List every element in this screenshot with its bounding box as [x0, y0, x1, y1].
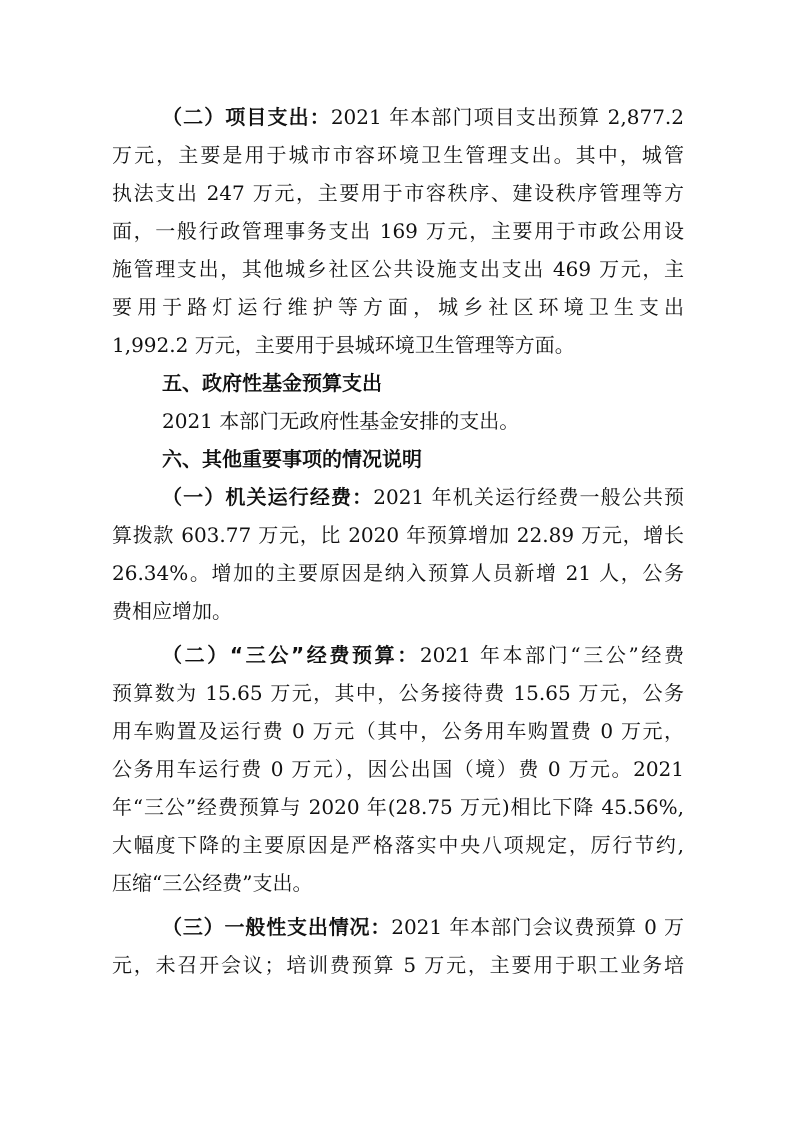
text-line-content: 费相应增加。 — [112, 599, 232, 623]
text-line — [112, 830, 684, 860]
text-line-content: 要用于路灯运行维护等方面，城乡社区环境卫生支出 — [112, 295, 684, 319]
paragraph-three-public — [112, 640, 684, 670]
section-heading-text: 五、政府性基金预算支出 — [162, 371, 382, 395]
heading-three-public: （二）“三公”经费预算： — [162, 643, 420, 667]
text-line — [112, 520, 684, 550]
text-line-content: 预算数为 15.65 万元，其中，公务接待费 15.65 万元，公务 — [112, 681, 684, 705]
heading-project-expenditure: （二）项目支出： — [162, 105, 331, 129]
text-line — [112, 558, 684, 588]
section-heading-text: 六、其他重要事项的情况说明 — [162, 447, 422, 471]
text-line-content: 万元，主要是用于城市市容环境卫生管理支出。其中，城管 — [112, 143, 684, 167]
text-line — [112, 596, 684, 626]
text-line: 2021 年机关运行经费一般公共预 — [373, 485, 684, 509]
text-line: 2021 年本部门会议费预算 0 万 — [391, 915, 684, 939]
text-line-content: 执法支出 247 万元，主要用于市容秩序、建设秩序管理等方 — [112, 181, 684, 205]
text-line-content: 元，未召开会议；培训费预算 5 万元，主要用于职工业务培 — [112, 953, 684, 977]
text-line — [112, 950, 684, 980]
text-line-content: 1,992.2 万元，主要用于县城环境卫生管理等方面。 — [112, 333, 575, 357]
text-line — [112, 716, 684, 746]
text-line-content: 26.34%。增加的主要原因是纳入预算人员新增 21 人，公务 — [112, 561, 684, 585]
paragraph-operating-expenses — [112, 482, 684, 512]
text-line — [112, 140, 684, 170]
text-line — [112, 868, 684, 898]
text-line — [112, 754, 684, 784]
text-line — [112, 792, 684, 822]
text-line — [112, 406, 684, 436]
text-line-content: 公务用车运行费 0 万元），因公出国（境）费 0 万元。2021 — [112, 757, 684, 781]
text-line: 2021 年本部门项目支出预算 2,877.2 — [330, 105, 685, 129]
text-line — [112, 254, 684, 284]
text-line-content: 压缩“三公经费”支出。 — [112, 871, 313, 895]
text-line — [112, 330, 684, 360]
paragraph-general-expenditure — [112, 912, 684, 942]
text-line — [112, 678, 684, 708]
text-line-content: 算拨款 603.77 万元，比 2020 年预算增加 22.89 万元，增长 — [112, 523, 684, 547]
text-line-content: 施管理支出，其他城乡社区公共设施支出支出 469 万元，主 — [112, 257, 684, 281]
text-line-content: 年“三公”经费预算与 2020 年(28.75 万元)相比下降 45.56%, — [112, 795, 684, 819]
text-line-content: 用车购置及运行费 0 万元（其中，公务用车购置费 0 万元， — [112, 719, 684, 743]
text-line-content: 面，一般行政管理事务支出 169 万元，主要用于市政公用设 — [112, 219, 684, 243]
text-line — [112, 178, 684, 208]
text-line-content: 大幅度下降的主要原因是严格落实中央八项规定，厉行节约, — [112, 833, 684, 857]
paragraph-project-expenditure — [112, 102, 684, 132]
section-heading-other-matters — [112, 444, 684, 474]
heading-operating-expenses: （一）机关运行经费： — [162, 485, 374, 509]
heading-general-expenditure: （三）一般性支出情况： — [162, 915, 392, 939]
text-line: 2021 年本部门“三公”经费 — [419, 643, 684, 667]
text-line — [112, 216, 684, 246]
text-line — [112, 292, 684, 322]
section-heading-fund-budget — [112, 368, 684, 398]
text-line-content: 2021 本部门无政府性基金安排的支出。 — [162, 409, 520, 433]
